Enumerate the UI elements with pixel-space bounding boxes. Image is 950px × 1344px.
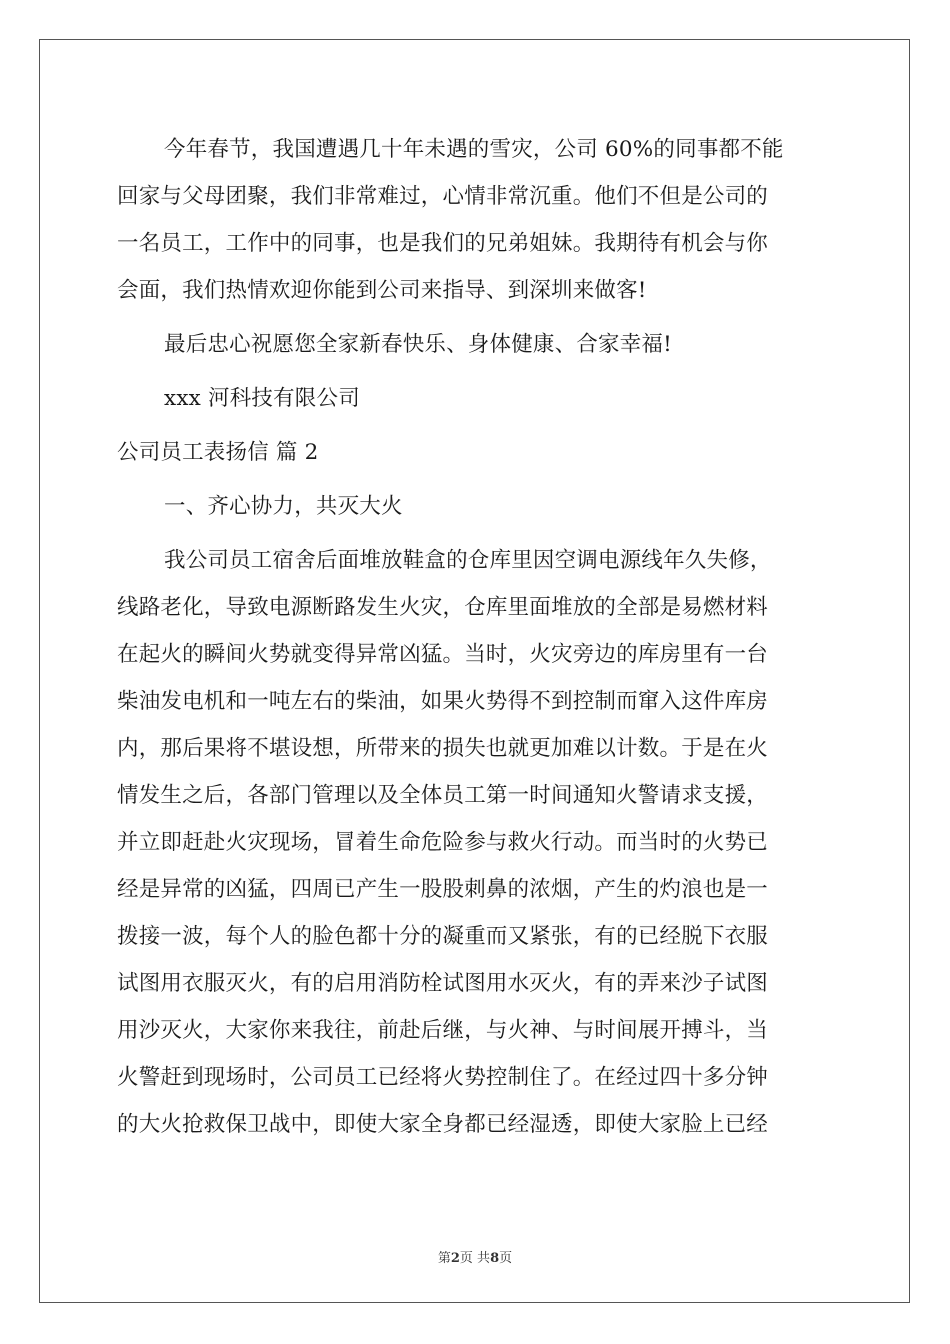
page-total: 8 bbox=[490, 1251, 500, 1266]
page-suffix: 页 bbox=[499, 1251, 513, 1266]
closing-wish: 最后忠心祝愿您全家新春快乐、身体健康、合家幸福! bbox=[164, 332, 672, 357]
text-line: 线路老化，导致电源断路发生火灾，仓库里面堆放的全部是易燃材料 bbox=[117, 595, 769, 620]
text-line: 并立即赶赴火灾现场，冒着生命危险参与救火行动。而当时的火势已 bbox=[117, 830, 769, 855]
text-line: 在起火的瞬间火势就变得异常凶猛。当时，火灾旁边的库房里有一台 bbox=[117, 642, 769, 667]
signature: xxx 河科技有限公司 bbox=[164, 386, 360, 411]
text-line: 试图用衣服灭火，有的启用消防栓试图用水灭火，有的弄来沙子试图 bbox=[117, 971, 769, 996]
text-line: 拨接一波，每个人的脸色都十分的凝重而又紧张，有的已经脱下衣服 bbox=[117, 924, 769, 949]
section-title: 公司员工表扬信 篇 2 bbox=[117, 440, 319, 465]
text-line: 我公司员工宿舍后面堆放鞋盒的仓库里因空调电源线年久失修， bbox=[164, 548, 772, 573]
text-line: 一名员工，工作中的同事，也是我们的兄弟姐妹。我期待有机会与你 bbox=[117, 231, 769, 256]
page-footer bbox=[0, 1247, 950, 1266]
text-line: 会面，我们热情欢迎你能到公司来指导、到深圳来做客! bbox=[117, 278, 647, 303]
page-prefix: 第 bbox=[437, 1251, 451, 1266]
text-line: 柴油发电机和一吨左右的柴油，如果火势得不到控制而窜入这件库房 bbox=[117, 689, 769, 714]
text-line: 经是异常的凶猛，四周已产生一股股刺鼻的浓烟，产生的灼浪也是一 bbox=[117, 877, 769, 902]
text-line: 的大火抢救保卫战中，即使大家全身都已经湿透，即使大家脸上已经 bbox=[117, 1112, 769, 1137]
text-line: 回家与父母团聚，我们非常难过，心情非常沉重。他们不但是公司的 bbox=[117, 184, 769, 209]
document-body bbox=[117, 126, 835, 1148]
page-mid: 页 共 bbox=[459, 1251, 491, 1266]
page-current: 2 bbox=[450, 1251, 460, 1266]
paragraph-fire-story bbox=[117, 537, 835, 1148]
subheading: 一、齐心协力，共灭大火 bbox=[164, 494, 403, 519]
text-line: 内，那后果将不堪设想，所带来的损失也就更加难以计数。于是在火 bbox=[117, 736, 769, 761]
text-line: 用沙灭火，大家你来我往，前赴后继，与火神、与时间展开搏斗，当 bbox=[117, 1018, 769, 1043]
paragraph-snow-disaster bbox=[117, 126, 835, 314]
text-line: 今年春节，我国遭遇几十年未遇的雪灾，公司 60%的同事都不能 bbox=[164, 137, 784, 162]
text-line: 火警赶到现场时，公司员工已经将火势控制住了。在经过四十多分钟 bbox=[117, 1065, 769, 1090]
text-line: 情发生之后，各部门管理以及全体员工第一时间通知火警请求支援， bbox=[117, 783, 769, 808]
